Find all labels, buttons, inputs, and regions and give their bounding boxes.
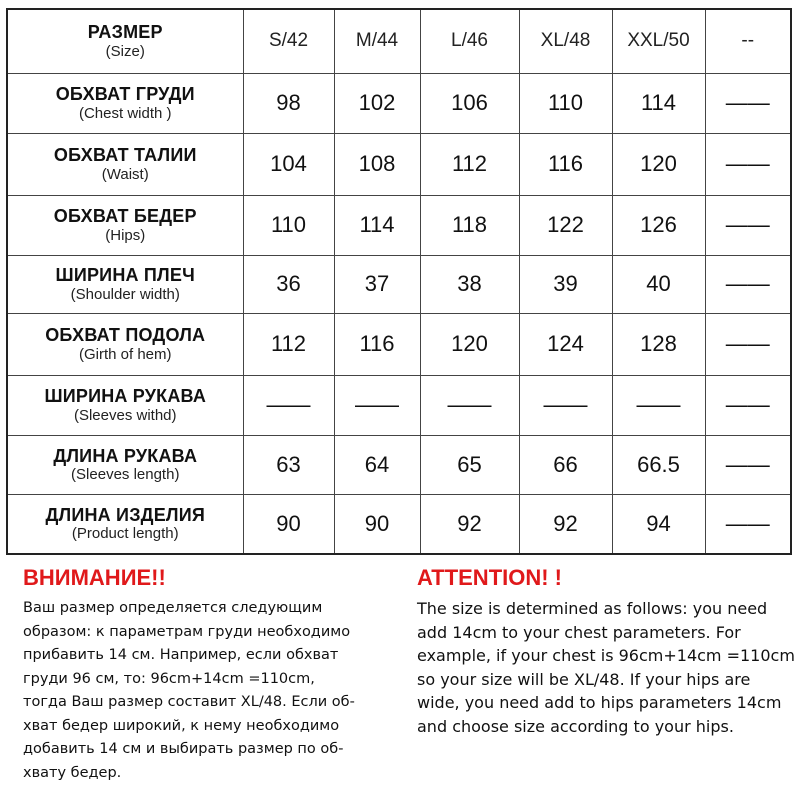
measure-value-cell-text: —— [725,271,770,296]
measure-value-cell [705,133,791,195]
size-header-cell [243,9,334,73]
measure-value-cell [612,195,705,255]
measure-value-cell-text: 37 [364,271,390,296]
measure-value-cell [420,255,519,313]
measure-value-cell-text: —— [725,151,770,176]
table-row [7,73,791,133]
measure-value-cell-text: 110 [547,90,584,115]
measure-value-cell [243,313,334,375]
notice-body-ru: Ваш размер определяется следующим образом: к параметрам груди необходимо прибавить 14 см. Например, если обхват груди 96 см, то: 96cm+14cm =110cm, тогда Ваш размер составит XL/48. Если об- хват бедер широкий, к нему необходимо добавить 14 см и выбирать размер по об- хвату бедер. [23,600,355,781]
header-label-cell [7,9,243,73]
measure-label-cell [7,375,243,435]
measure-label-cell [7,195,243,255]
measure-value-cell-text: 92 [457,510,482,536]
measure-value-cell [519,435,612,494]
measure-value-cell-text: 104 [270,151,307,176]
measure-value-cell [243,435,334,494]
measure-value-cell [420,195,519,255]
measure-value-cell-text: 128 [640,331,677,356]
measure-value-cell [705,313,791,375]
notice-russian [23,565,403,785]
measure-value-cell [420,375,519,435]
measure-value-cell [334,375,420,435]
measure-value-cell [519,73,612,133]
measure-value-cell-text: 90 [276,510,301,536]
measure-value-cell-text: 116 [547,151,584,176]
size-header-cell-text: S/42 [268,30,309,52]
measure-value-cell-text: 122 [547,212,584,237]
measure-value-cell-text: —— [355,392,399,417]
measure-value-cell-text: —— [725,90,770,115]
measure-value-cell [243,494,334,554]
measure-value-cell [420,133,519,195]
measure-value-cell-text: 64 [364,451,390,477]
measure-value-cell [243,133,334,195]
measure-value-cell [334,195,420,255]
measure-value-cell [519,494,612,554]
measure-value-cell-text: 36 [276,271,301,296]
table-row [7,255,791,313]
measure-value-cell-text: —— [447,392,492,417]
measure-label-cell [7,255,243,313]
measure-label-cell-ru: ОБХВАТ БЕДЕР [53,206,197,227]
measure-label-cell-en: (Sleeves withd) [73,406,177,424]
notice-title-en: ATTENTION! ! [417,565,563,590]
measure-value-cell [705,195,791,255]
measure-label-cell-ru: ШИРИНА РУКАВА [44,386,207,407]
table-row [7,375,791,435]
measure-value-cell-text: 66 [553,451,578,477]
measure-value-cell-text: 126 [640,212,677,237]
measure-value-cell-text: 98 [276,90,301,115]
measure-value-cell-text: —— [543,392,588,417]
measure-value-cell-text: 40 [646,271,671,296]
size-header-cell-text: L/46 [451,30,488,52]
table-row [7,133,791,195]
measure-value-cell [334,494,420,554]
measure-value-cell-text: 106 [451,90,488,115]
measure-label-cell-ru: ДЛИНА ИЗДЕЛИЯ [45,504,206,525]
measure-value-cell [519,133,612,195]
measure-value-cell [334,133,420,195]
measure-value-cell [243,255,334,313]
notice-english [417,565,795,738]
measure-label-cell [7,435,243,494]
measure-value-cell [420,313,519,375]
measure-label-cell-en: (Chest width ) [78,104,172,122]
measure-value-cell [420,494,519,554]
measure-value-cell [612,435,705,494]
measure-label-cell [7,313,243,375]
measure-label-cell-ru: ОБХВАТ ГРУДИ [55,84,195,105]
measure-value-cell-text: 39 [553,271,578,296]
table-row [7,494,791,554]
measure-value-cell-text: 66.5 [637,451,680,477]
measure-label-cell-ru: ОБХВАТ ПОДОЛА [45,325,206,346]
measure-value-cell [519,313,612,375]
measure-value-cell [612,494,705,554]
measure-value-cell-text: 110 [270,212,307,237]
measure-value-cell-text: 102 [358,90,396,115]
measure-label-cell-en: (Sleeves length) [71,466,180,484]
size-header-cell-text: -- [741,30,755,52]
measure-value-cell [243,73,334,133]
size-header-cell [519,9,612,73]
measure-value-cell [519,375,612,435]
measure-value-cell-text: 65 [457,451,482,477]
measure-value-cell-text: 118 [451,212,488,237]
measure-value-cell-text: —— [725,212,770,237]
measure-value-cell [612,375,705,435]
measure-value-cell-text: 114 [359,212,395,237]
measure-value-cell [612,133,705,195]
measure-value-cell-text: 124 [547,331,584,356]
measure-value-cell [420,73,519,133]
size-header-cell [334,9,420,73]
measure-value-cell [519,195,612,255]
header-label-cell-ru: РАЗМЕР [87,22,163,43]
measure-value-cell [705,375,791,435]
measure-value-cell-text: 92 [553,510,578,536]
table-row [7,435,791,494]
measure-value-cell-text: —— [725,331,770,356]
measure-value-cell-text: 112 [270,331,307,356]
measure-value-cell [612,255,705,313]
measure-label-cell-ru: ДЛИНА РУКАВА [53,445,198,466]
measure-value-cell [334,435,420,494]
measure-value-cell [334,255,420,313]
measure-value-cell-text: 38 [457,271,482,296]
measure-value-cell-text: —— [266,392,311,417]
measure-value-cell [420,435,519,494]
measure-value-cell-text: —— [725,451,770,477]
measure-label-cell-en: (Hips) [105,226,146,244]
measure-value-cell-text: 116 [359,331,395,356]
measure-value-cell [243,195,334,255]
measure-value-cell-text: 94 [646,510,671,536]
measure-label-cell [7,133,243,195]
measure-value-cell-text: —— [725,392,770,417]
size-header-cell [705,9,791,73]
measure-value-cell-text: 120 [640,151,677,176]
measure-value-cell-text: 114 [640,90,677,115]
measure-value-cell [612,313,705,375]
header-label-cell-en: (Size) [105,42,145,60]
measure-value-cell-text: —— [636,392,681,417]
measure-value-cell [705,494,791,554]
measure-value-cell [705,73,791,133]
measure-value-cell-text: —— [725,510,770,536]
notice-body-en: The size is determined as follows: you need add 14cm to your chest parameters. For example, if your chest is 96cm+14cm =110cm so your size will be XL/48. If your hips are wide, you need add to hips parameters 14cm and choose size according to your hips. [417,599,795,736]
measure-label-cell-en: (Girth of hem) [78,345,172,363]
measure-value-cell-text: 108 [358,151,396,176]
table-row [7,195,791,255]
measure-value-cell [612,73,705,133]
size-header-cell-text: M/44 [355,30,399,52]
size-chart-body [7,9,791,554]
measure-label-cell-en: (Waist) [101,165,149,183]
notice-title-ru: ВНИМАНИЕ!! [23,565,166,590]
measure-value-cell-text: 112 [451,151,488,176]
size-chart-table [6,8,792,555]
size-header-cell-text: XL/48 [540,30,591,52]
measure-label-cell-ru: ОБХВАТ ТАЛИИ [53,145,197,166]
size-header-cell [612,9,705,73]
measure-value-cell-text: 90 [364,510,390,536]
table-row [7,313,791,375]
measure-value-cell [243,375,334,435]
measure-label-cell-ru: ШИРИНА ПЛЕЧ [55,265,195,286]
measure-label-cell-en: (Product length) [71,525,179,543]
measure-label-cell [7,494,243,554]
measure-value-cell [519,255,612,313]
size-header-cell-text: XXL/50 [627,30,690,52]
measure-value-cell-text: 120 [451,331,488,356]
measure-label-cell-en: (Shoulder width) [70,285,180,303]
measure-label-cell [7,73,243,133]
table-header-row [7,9,791,73]
measure-value-cell-text: 63 [276,451,301,477]
size-header-cell [420,9,519,73]
measure-value-cell [705,435,791,494]
measure-value-cell [334,313,420,375]
measure-value-cell [705,255,791,313]
measure-value-cell [334,73,420,133]
